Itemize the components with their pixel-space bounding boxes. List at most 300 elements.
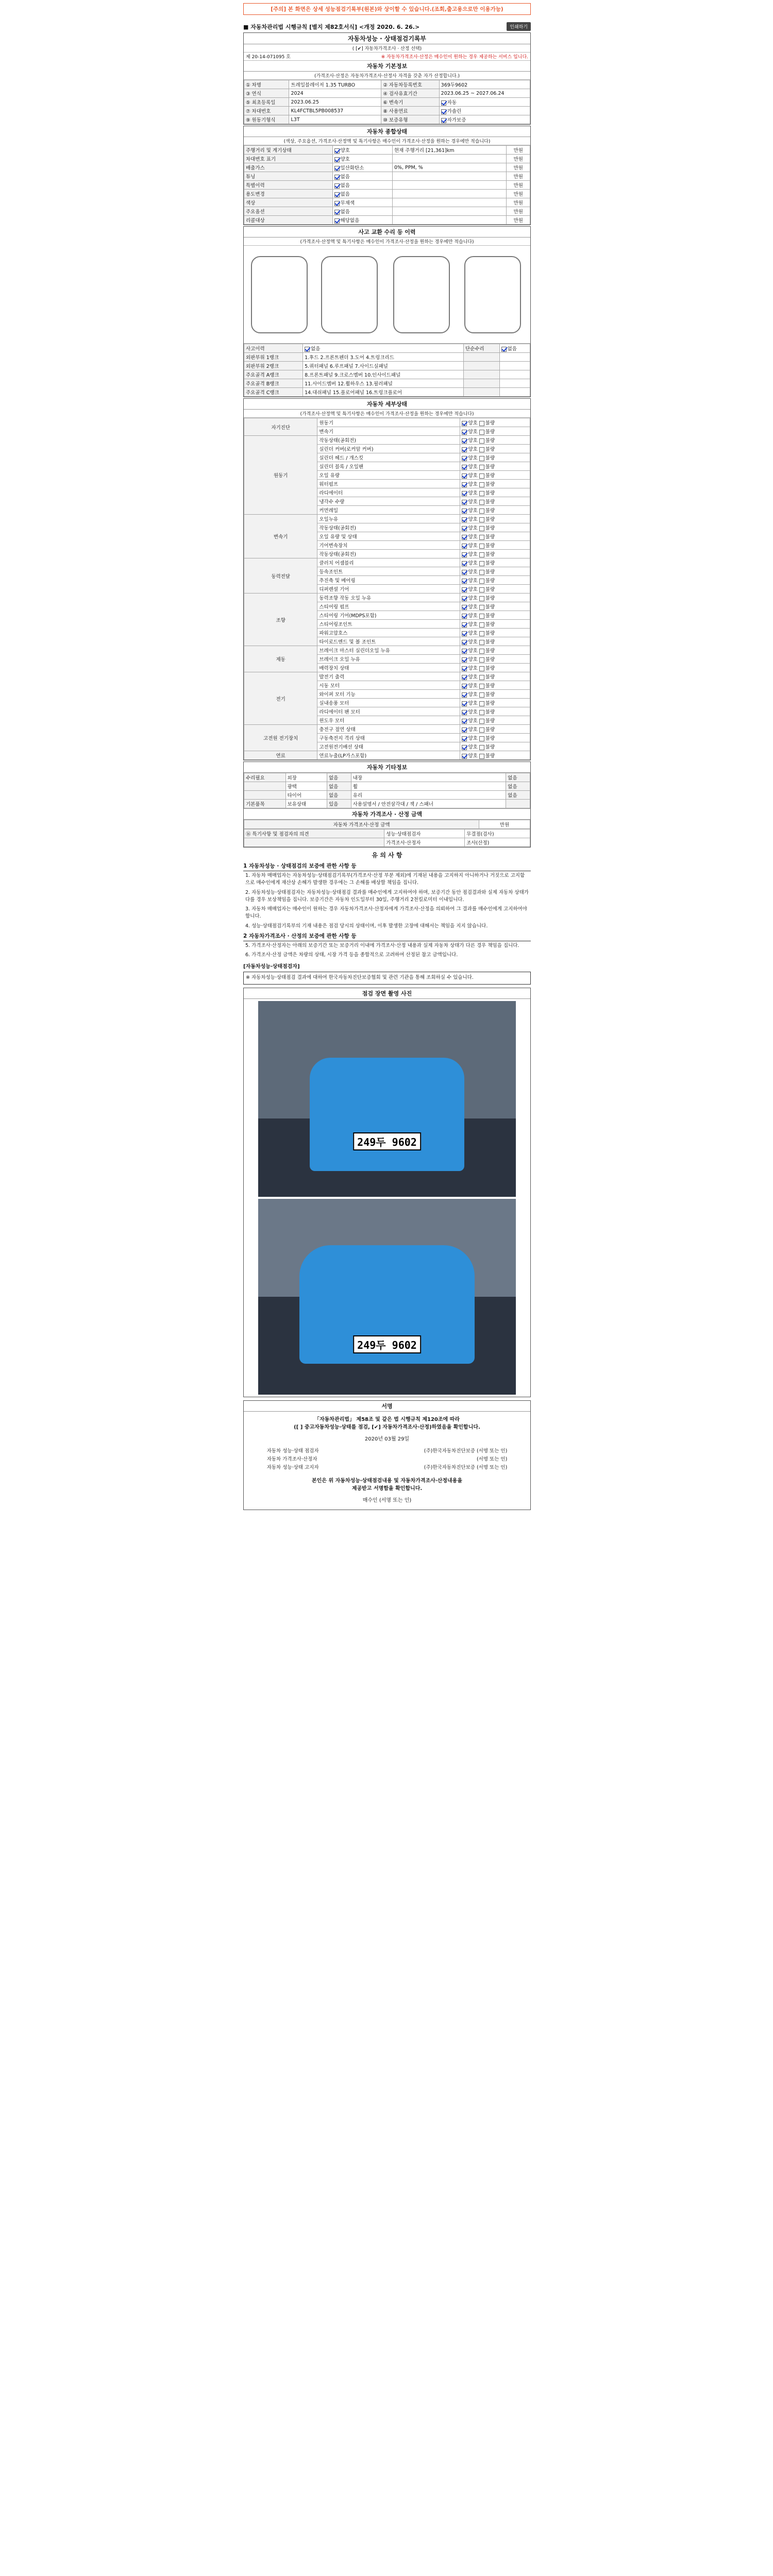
detail-table [244, 418, 530, 760]
general-status-note: (색상, 주요옵션, 가격조사·산정액 및 특기사항은 매수인이 가격조사·산정을 원하는 경우에만 적습니다) [244, 137, 530, 145]
status-cell [460, 471, 530, 480]
checkbox-icon [479, 596, 484, 601]
table-row [244, 436, 530, 445]
car-rear-diagram [393, 256, 450, 333]
sign-head-2: ([ ] 중고자동차성능·상태를 점검, [✔] 자동차가격조사·산정)하였음을 확인합니다. [294, 1424, 480, 1430]
general-status-header: 자동차 종합상태 [244, 126, 530, 137]
total-value: 만원 [479, 820, 530, 829]
status-good: 양호 [468, 718, 478, 724]
item-label: 변속기 [317, 427, 460, 436]
status-bad: 불량 [485, 744, 495, 750]
status-bad: 불량 [485, 657, 495, 663]
status-bad: 불량 [485, 543, 495, 549]
caution-title: 유 의 사 항 [372, 852, 402, 859]
status-good: 양호 [468, 543, 478, 549]
status-good: 양호 [468, 709, 478, 715]
detail-value [392, 207, 507, 216]
status-good: 양호 [468, 508, 478, 514]
status-cell [460, 488, 530, 497]
accident-header: 사고 교환 수리 등 이력 [244, 227, 530, 238]
price-cell: 만원 [507, 155, 530, 163]
value-text: 없음 [311, 346, 321, 352]
cell: 사용설명서 / 안전삼각대 / 잭 / 스패너 [351, 800, 506, 808]
checkbox-icon [462, 509, 467, 514]
group-label: 원동기 [244, 436, 317, 515]
checkbox-icon [462, 482, 467, 487]
status-bad: 불량 [485, 701, 495, 706]
basic-info-note: (가격조사·산정은 자동차가격조사·산정사 자격을 갖춘 자가 산정합니다.) [244, 72, 530, 80]
status-good: 양호 [468, 473, 478, 479]
table-row [244, 107, 530, 115]
cell [244, 782, 286, 791]
status-bad: 불량 [485, 639, 495, 645]
label: ② 자동차등록번호 [381, 80, 439, 89]
label: 주요골격 B랭크 [244, 379, 303, 388]
checkbox-icon [462, 473, 467, 479]
group-label: 동력전달 [244, 558, 317, 594]
status-good: 양호 [468, 701, 478, 706]
table-row [244, 362, 530, 370]
label [463, 362, 499, 370]
group-label: 자기진단 [244, 418, 317, 436]
item-label: 추진축 및 베어링 [317, 576, 460, 585]
status-good: 양호 [468, 578, 478, 584]
status-text: 해당없음 [340, 218, 360, 224]
checkbox-icon [462, 684, 467, 689]
value-text: 1.후드 2.프론트펜더 3.도어 4.트렁크리드 [305, 355, 394, 361]
checkbox-icon [462, 465, 467, 470]
status-text: 일산화탄소 [340, 165, 364, 171]
checkbox-icon [334, 192, 340, 197]
status-bad: 불량 [485, 517, 495, 522]
item-label: 시동 모터 [317, 681, 460, 690]
label: 주행거리 및 계기상태 [244, 146, 333, 155]
checkbox-icon [479, 491, 484, 496]
total-label: 자동차 가격조사·산정 금액 [244, 820, 479, 829]
status-cell [460, 445, 530, 453]
table-row [244, 820, 530, 829]
table-row [244, 388, 530, 397]
accident-note: (가격조사·산정액 및 특기사항은 매수인이 가격조사·산정을 원하는 경우에만 적습니다) [244, 238, 530, 246]
status-good: 양호 [468, 517, 478, 522]
price-cell: 만원 [507, 207, 530, 216]
item-label: 커먼레일 [317, 506, 460, 515]
status-bad: 불량 [485, 534, 495, 540]
table-row [244, 418, 530, 427]
checkbox-icon [462, 579, 467, 584]
value: KL4FCTBL5PB008537 [289, 107, 381, 115]
lookup-title: [자동차성능·상태점검자] [243, 964, 300, 970]
checkbox-icon [305, 347, 310, 352]
label: 튜닝 [244, 172, 333, 181]
table-row [244, 829, 530, 838]
value: 성능·상태점검자 [384, 829, 465, 838]
status-good: 양호 [468, 683, 478, 689]
status-bad: 불량 [485, 420, 495, 426]
status-bad: 불량 [485, 526, 495, 531]
status-bad: 불량 [485, 604, 495, 610]
checkbox-icon [479, 614, 484, 619]
table-row [244, 155, 530, 163]
table-row [244, 773, 530, 782]
value-text: 없음 [507, 346, 517, 352]
table-row [244, 594, 530, 602]
value [303, 344, 464, 353]
checkbox-icon [479, 473, 484, 479]
item-label: 작동상태(공회전) [317, 523, 460, 532]
checkbox-icon [462, 736, 467, 741]
status-cell [332, 146, 392, 155]
checkbox-icon [462, 526, 467, 531]
label [463, 379, 499, 388]
cell: 광택 [285, 782, 327, 791]
item-label: 냉각수 수량 [317, 497, 460, 506]
table-row [244, 646, 530, 655]
status-bad: 불량 [485, 438, 495, 444]
item-label: 연료누출(LP가스포함) [317, 751, 460, 760]
status-bad: 불량 [485, 666, 495, 671]
status-cell [332, 198, 392, 207]
checkbox-icon [479, 701, 484, 706]
checkbox-icon [334, 175, 340, 180]
label: ⑧ 사용연료 [381, 107, 439, 115]
label: ⑨ 원동기형식 [244, 115, 289, 124]
checkbox-icon [479, 465, 484, 470]
value: 무결점(검사) [465, 829, 530, 838]
checkbox-icon [479, 500, 484, 505]
price-cell: 만원 [507, 216, 530, 225]
cell: 보유상태 [285, 800, 327, 808]
status-bad: 불량 [485, 727, 495, 733]
checkbox-icon [334, 201, 340, 206]
checkbox-icon [462, 622, 467, 628]
item-label: 충전구 절연 상태 [317, 725, 460, 734]
sign-value: (주)한국자동차진단보증 (서명 또는 인) [424, 1464, 508, 1470]
checkbox-icon [479, 438, 484, 444]
total-header: 자동차 가격조사 · 산정 금액 [244, 808, 530, 820]
price-cell: 만원 [507, 146, 530, 155]
main-subtitle: ( [✔] 자동차가격조사 · 산정 선택) [244, 44, 530, 53]
group-label: 연료 [244, 751, 317, 760]
status-cell [460, 453, 530, 462]
caution-paragraph: 6. 가격조사·산정 금액은 차량의 상태, 시장 가격 등을 종합적으로 고려하여 산정된 참고 금액입니다. [245, 952, 458, 958]
value [499, 370, 530, 379]
status-cell [332, 190, 392, 198]
table-row [244, 751, 530, 760]
status-good: 양호 [468, 674, 478, 680]
checkbox-icon [462, 719, 467, 724]
basic-info-table [244, 80, 530, 124]
value: 가격조사·산정자 [384, 838, 465, 847]
status-bad: 불량 [485, 753, 495, 759]
status-cell [332, 172, 392, 181]
checkbox-icon [479, 657, 484, 663]
value-text: 14.대쉬패널 15.플로어패널 16.트렁크플로어 [305, 390, 402, 396]
label [463, 370, 499, 379]
caution-heading-1: 1 자동차성능 · 상태점검의 보증에 관한 사항 등 [243, 861, 531, 871]
status-cell [460, 585, 530, 594]
label: 외판부위 1랭크 [244, 353, 303, 362]
cell: 내장 [351, 773, 506, 782]
status-bad: 불량 [485, 631, 495, 636]
item-label: 와이퍼 모터 기능 [317, 690, 460, 699]
item-label: 브레이크 마스터 실린더오일 누유 [317, 646, 460, 655]
group-label: 조향 [244, 594, 317, 646]
label: ⑤ 최초등록일 [244, 98, 289, 107]
label [463, 353, 499, 362]
sign-head-1: 「자동차관리법」 제58조 및 같은 법 시행규칙 제120조에 따라 [314, 1416, 460, 1422]
label: ④ 검사유효기간 [381, 89, 439, 98]
status-bad: 불량 [485, 587, 495, 592]
value [499, 379, 530, 388]
checkbox-icon [479, 447, 484, 452]
label: 색상 [244, 198, 333, 207]
value: 2023.06.25 [289, 98, 381, 107]
price-cell: 만원 [507, 163, 530, 172]
checkbox-icon [479, 754, 484, 759]
table-row [244, 558, 530, 567]
status-good: 양호 [468, 490, 478, 496]
item-label: 기어변속장치 [317, 541, 460, 550]
value [303, 379, 464, 388]
car-front-image [310, 1058, 464, 1171]
status-good: 양호 [468, 692, 478, 698]
status-cell [460, 532, 530, 541]
status-cell [460, 707, 530, 716]
checkbox-icon [462, 675, 467, 680]
value-text: 8.프론트패널 9.크로스멤버 10.인사이드패널 [305, 372, 401, 378]
detail-value: 0%, PPM, % [392, 163, 507, 172]
status-bad: 불량 [485, 499, 495, 505]
checkbox-icon [479, 727, 484, 733]
status-cell [460, 594, 530, 602]
value-text: 11.사이드멤버 12.휠하우스 13.필러패널 [305, 381, 393, 387]
label: 배출가스 [244, 163, 333, 172]
inspector-table [244, 829, 530, 847]
checkbox-icon [462, 421, 467, 426]
status-text: 양호 [340, 157, 350, 162]
sign-value: (서명 또는 인) [476, 1456, 508, 1462]
status-good: 양호 [468, 526, 478, 531]
caution-section [243, 851, 531, 985]
status-text: 무채색 [340, 200, 355, 206]
item-label: 브레이크 오일 누유 [317, 655, 460, 664]
detail-value: 현재 주행거리 [21,361]km [392, 146, 507, 155]
status-bad: 불량 [485, 490, 495, 496]
checkbox-icon [462, 491, 467, 496]
detail-value [392, 190, 507, 198]
value [499, 362, 530, 370]
checkbox-icon [462, 640, 467, 645]
checkbox-icon [479, 570, 484, 575]
photo-front [258, 1001, 516, 1197]
status-text: 없음 [340, 192, 350, 197]
value [303, 362, 464, 370]
status-cell [460, 427, 530, 436]
accident-section [243, 226, 531, 397]
value: 2023.06.25 ~ 2027.06.24 [439, 89, 530, 98]
status-cell [460, 742, 530, 751]
status-cell [332, 207, 392, 216]
checkbox-icon [479, 526, 484, 531]
status-good: 양호 [468, 648, 478, 654]
status-cell [460, 629, 530, 637]
label: ⑦ 차대번호 [244, 107, 289, 115]
label: ⑥ 변속기 [381, 98, 439, 107]
item-label: 구동축전지 격리 상태 [317, 734, 460, 742]
item-label: 등속조인트 [317, 567, 460, 576]
status-cell [460, 497, 530, 506]
status-good: 양호 [468, 429, 478, 435]
status-good: 양호 [468, 569, 478, 575]
status-bad: 불량 [485, 709, 495, 715]
table-row [244, 515, 530, 523]
item-label: 윈도우 모터 [317, 716, 460, 725]
checkbox-icon [501, 347, 507, 352]
item-label: 워터펌프 [317, 480, 460, 488]
label [463, 388, 499, 397]
cell: 타이어 [285, 791, 327, 800]
checkbox-icon [462, 561, 467, 566]
status-good: 양호 [468, 420, 478, 426]
value [499, 388, 530, 397]
status-good: 양호 [468, 499, 478, 505]
group-label: 전기 [244, 672, 317, 725]
item-label: 오일 유량 및 상태 [317, 532, 460, 541]
group-label: 제동 [244, 646, 317, 672]
car-side-right-diagram [464, 256, 521, 333]
table-row [244, 353, 530, 362]
value [439, 115, 530, 124]
table-row [244, 198, 530, 207]
status-text: 없음 [340, 183, 350, 189]
value-text: 가솔린 [447, 109, 462, 114]
price-cell: 만원 [507, 172, 530, 181]
title-row [243, 22, 531, 31]
status-cell [460, 646, 530, 655]
status-bad: 불량 [485, 692, 495, 698]
status-good: 양호 [468, 587, 478, 592]
cell: 외장 [285, 773, 327, 782]
value: 조사(산정) [465, 838, 530, 847]
car-front-diagram [321, 256, 378, 333]
status-bad: 불량 [485, 561, 495, 566]
group-label: 고전원 전기장치 [244, 725, 317, 751]
status-text: 양호 [340, 148, 350, 154]
checkbox-icon [462, 727, 467, 733]
value: 2024 [289, 89, 381, 98]
status-good: 양호 [468, 639, 478, 645]
main-title: 자동차성능 · 상태점검기록부 [244, 33, 530, 44]
checkbox-icon [479, 456, 484, 461]
cell: 없음 [506, 782, 530, 791]
checkbox-icon [479, 430, 484, 435]
checkbox-icon [462, 710, 467, 715]
status-good: 양호 [468, 447, 478, 452]
value [303, 353, 464, 362]
status-cell [460, 506, 530, 515]
table-row [244, 782, 530, 791]
item-label: 실린더 블록 / 오일팬 [317, 462, 460, 471]
detail-value [392, 216, 507, 225]
general-status-section [243, 126, 531, 225]
checkbox-icon [462, 544, 467, 549]
sign-receiver: 매수인 (서명 또는 인) [362, 1497, 412, 1503]
checkbox-icon [479, 745, 484, 750]
checkbox-icon [441, 100, 446, 106]
checkbox-icon [334, 183, 340, 189]
label: 차대번호 표기 [244, 155, 333, 163]
status-bad: 불량 [485, 473, 495, 479]
checkbox-icon [462, 631, 467, 636]
value [303, 388, 464, 397]
checkbox-icon [462, 517, 467, 522]
other-info-header: 자동차 기타정보 [244, 762, 530, 773]
checkbox-icon [462, 745, 467, 750]
status-cell [460, 672, 530, 681]
status-bad: 불량 [485, 674, 495, 680]
item-label: 라디에이터 [317, 488, 460, 497]
label: 외판부위 2랭크 [244, 362, 303, 370]
cell: 없음 [506, 791, 530, 800]
detail-note: (가격조사·산정액 및 특기사항은 매수인이 가격조사·산정을 원하는 경우에만 적습니다) [244, 410, 530, 418]
print-button[interactable]: 인쇄하기 [507, 22, 531, 31]
status-good: 양호 [468, 744, 478, 750]
value: L3T [289, 115, 381, 124]
table-row [244, 344, 530, 353]
checkbox-icon [479, 509, 484, 514]
item-label: 작동상태(공회전) [317, 550, 460, 558]
lookup-box: ※ 자동차성능·상태점검 결과에 대하여 한국자동차진단보증협회 및 관련 기관을 통해 조회하실 수 있습니다. [243, 972, 531, 984]
item-label: 동력조향 작동 오일 누유 [317, 594, 460, 602]
label: 주요골격 A랭크 [244, 370, 303, 379]
value [499, 344, 530, 353]
sign-role: 자동차 가격조사·산정자 [266, 1456, 317, 1462]
checkbox-icon [479, 587, 484, 592]
status-bad: 불량 [485, 447, 495, 452]
label [244, 838, 384, 847]
status-good: 양호 [468, 727, 478, 733]
status-cell [460, 558, 530, 567]
cell: 수리필요 [244, 773, 286, 782]
status-cell [460, 550, 530, 558]
table-row [244, 98, 530, 107]
caution-paragraph: 5. 가격조사·산정자는 아래의 보증기간 또는 보증거리 이내에 가격조사·산정 내용과 실제 자동차 상태가 다른 경우 책임을 집니다. [245, 942, 519, 948]
table-row [244, 146, 530, 155]
value-text: 자가보증 [447, 117, 466, 123]
value-text: 자동 [447, 100, 457, 106]
table-row [244, 190, 530, 198]
detail-value [392, 181, 507, 190]
other-info-table [244, 773, 530, 808]
item-label: 실린더 헤드 / 개스킷 [317, 453, 460, 462]
checkbox-icon [462, 587, 467, 592]
checkbox-icon [479, 692, 484, 698]
checkbox-icon [334, 148, 340, 154]
detail-value [392, 198, 507, 207]
checkbox-icon [479, 482, 484, 487]
caution-heading-2: 2 자동차가격조사 · 산정의 보증에 관한 사항 등 [243, 931, 531, 941]
detail-value [392, 172, 507, 181]
item-label: 실내송풍 모터 [317, 699, 460, 707]
checkbox-icon [479, 684, 484, 689]
status-bad: 불량 [485, 482, 495, 487]
table-row [244, 800, 530, 808]
warning-text: ※ 자동차가격조사·산정은 매수인이 원하는 경우 제공하는 서비스 입니다. [381, 55, 528, 60]
checkbox-icon [462, 692, 467, 698]
status-good: 양호 [468, 561, 478, 566]
item-label: 발전기 출력 [317, 672, 460, 681]
